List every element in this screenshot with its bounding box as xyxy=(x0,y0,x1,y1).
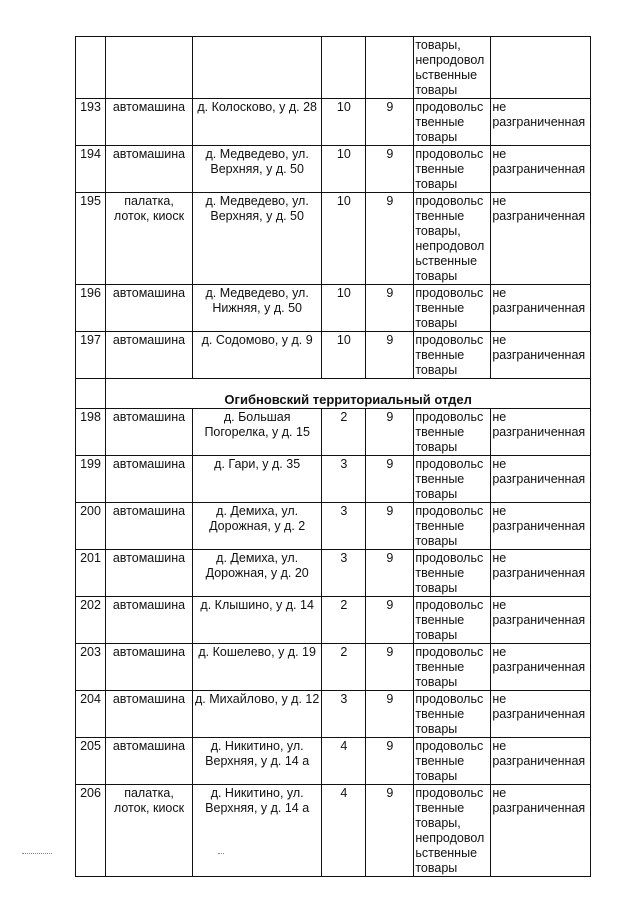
cell-goods-line: непродовол xyxy=(415,831,485,845)
cell-goods-line: продовольс xyxy=(415,410,484,424)
cell-goods-line: товары xyxy=(415,130,458,144)
cell-num: 202 xyxy=(76,597,106,644)
table-row xyxy=(76,332,591,379)
cell-type-line: автомашина xyxy=(112,147,186,161)
cell-address-line: д. Кошелево, у д. 19 xyxy=(198,645,316,659)
cell-goods-line: твенные xyxy=(415,754,465,768)
cell-goods-line: ьственные xyxy=(415,846,478,860)
cell-goods-line: непродовол xyxy=(415,53,485,67)
cell-address-line: Дорожная, у д. 2 xyxy=(209,519,306,533)
cell-address-line: д. Никитино, ул. xyxy=(210,786,304,800)
cell-address-line: д. Гари, у д. 35 xyxy=(214,457,301,471)
cell-type xyxy=(106,503,193,550)
cell-goods xyxy=(414,597,491,644)
table-row xyxy=(76,193,591,285)
cell-count: 3 xyxy=(322,503,366,550)
cell-property xyxy=(491,99,591,146)
scan-artifact-left xyxy=(22,853,52,854)
cell-type xyxy=(106,550,193,597)
table-row-continuation xyxy=(76,37,591,99)
cell-address-line: Верхняя, у д. 50 xyxy=(210,209,304,223)
cell-goods-line: товары xyxy=(415,177,458,191)
cell-goods-line: продовольс xyxy=(415,786,484,800)
cell-address xyxy=(193,285,322,332)
cell-type-line: автомашина xyxy=(112,410,186,424)
cell-property-line: не xyxy=(492,333,507,347)
cell-num: 197 xyxy=(76,332,106,379)
cell-goods-line: товары, xyxy=(415,38,461,52)
cell-type xyxy=(106,193,193,285)
cell-num: 193 xyxy=(76,99,106,146)
cell-term: 9 xyxy=(366,785,414,877)
cell-address-line: д. Медведево, ул. xyxy=(205,194,309,208)
cell-goods-line: товары xyxy=(415,440,458,454)
cell-type xyxy=(106,785,193,877)
cell-address xyxy=(193,193,322,285)
table-row xyxy=(76,409,591,456)
cell-num: 203 xyxy=(76,644,106,691)
cell-count: 4 xyxy=(322,785,366,877)
cell-term xyxy=(366,37,414,99)
cell-goods-line: твенные xyxy=(415,115,465,129)
cell-goods-line: твенные xyxy=(415,209,465,223)
cell-property xyxy=(491,193,591,285)
cell-goods-line: товары, xyxy=(415,816,461,830)
cell-address-line: д. Медведево, ул. xyxy=(205,286,309,300)
cell-type-line: автомашина xyxy=(112,692,186,706)
cell-type-line: автомашина xyxy=(112,739,186,753)
cell-goods-line: продовольс xyxy=(415,286,484,300)
trade-places-table xyxy=(75,36,591,877)
cell-goods xyxy=(414,785,491,877)
cell-type xyxy=(106,691,193,738)
cell-goods-line: товары xyxy=(415,722,458,736)
cell-goods-line: твенные xyxy=(415,425,465,439)
cell-goods xyxy=(414,738,491,785)
table-row xyxy=(76,691,591,738)
cell-property-line: разграниченная xyxy=(492,660,586,674)
cell-goods-line: продовольс xyxy=(415,457,484,471)
table-row xyxy=(76,503,591,550)
cell-property-line: разграниченная xyxy=(492,613,586,627)
cell-count: 2 xyxy=(322,409,366,456)
cell-property xyxy=(491,738,591,785)
cell-property-line: не xyxy=(492,410,507,424)
cell-address-line: Верхняя, у д. 14 а xyxy=(205,754,310,768)
cell-property-line: не xyxy=(492,147,507,161)
cell-property-line: не xyxy=(492,598,507,612)
cell-type-line: автомашина xyxy=(112,457,186,471)
cell-address xyxy=(193,37,322,99)
cell-property xyxy=(491,146,591,193)
cell-goods-line: товары xyxy=(415,83,458,97)
cell-term: 9 xyxy=(366,738,414,785)
cell-property-line: не xyxy=(492,100,507,114)
cell-type-line: автомашина xyxy=(112,504,186,518)
cell-property xyxy=(491,503,591,550)
cell-address-line: д. Клышино, у д. 14 xyxy=(200,598,314,612)
cell-property xyxy=(491,644,591,691)
cell-goods xyxy=(414,550,491,597)
cell-term: 9 xyxy=(366,597,414,644)
table-row xyxy=(76,738,591,785)
cell-count: 4 xyxy=(322,738,366,785)
cell-property-line: разграниченная xyxy=(492,348,586,362)
cell-goods-line: товары xyxy=(415,861,458,875)
cell-goods xyxy=(414,644,491,691)
cell-term: 9 xyxy=(366,503,414,550)
table-row xyxy=(76,785,591,877)
cell-property-line: разграниченная xyxy=(492,566,586,580)
cell-term: 9 xyxy=(366,146,414,193)
cell-goods-line: непродовол xyxy=(415,239,485,253)
cell-goods xyxy=(414,146,491,193)
cell-term: 9 xyxy=(366,193,414,285)
cell-goods-line: твенные xyxy=(415,707,465,721)
cell-goods-line: продовольс xyxy=(415,504,484,518)
cell-goods-line: твенные xyxy=(415,301,465,315)
cell-property-line: разграниченная xyxy=(492,209,586,223)
cell-address xyxy=(193,691,322,738)
cell-type-line: автомашина xyxy=(112,333,186,347)
cell-type xyxy=(106,409,193,456)
table-row xyxy=(76,285,591,332)
cell-type xyxy=(106,37,193,99)
cell-type xyxy=(106,644,193,691)
cell-num: 195 xyxy=(76,193,106,285)
table-row xyxy=(76,99,591,146)
document-page xyxy=(75,36,591,877)
cell-property-line: разграниченная xyxy=(492,519,586,533)
cell-address-line: д. Содомово, у д. 9 xyxy=(201,333,313,347)
cell-goods xyxy=(414,37,491,99)
cell-property-line: не xyxy=(492,551,507,565)
cell-goods-line: продовольс xyxy=(415,100,484,114)
table-body xyxy=(76,37,591,877)
cell-goods-line: товары, xyxy=(415,224,461,238)
cell-address xyxy=(193,503,322,550)
cell-term: 9 xyxy=(366,456,414,503)
cell-term: 9 xyxy=(366,99,414,146)
cell-property xyxy=(491,456,591,503)
cell-goods-line: твенные xyxy=(415,801,465,815)
cell-count: 10 xyxy=(322,99,366,146)
cell-goods-line: продовольс xyxy=(415,333,484,347)
cell-goods-line: твенные xyxy=(415,162,465,176)
cell-property-line: разграниченная xyxy=(492,801,586,815)
cell-property-line: не xyxy=(492,504,507,518)
cell-address-line: д. Демиха, ул. xyxy=(216,551,299,565)
cell-goods xyxy=(414,99,491,146)
cell-type-line: автомашина xyxy=(112,645,186,659)
cell-goods xyxy=(414,456,491,503)
cell-address-line: Нижняя, у д. 50 xyxy=(212,301,302,315)
cell-goods-line: товары xyxy=(415,675,458,689)
cell-goods xyxy=(414,503,491,550)
cell-type xyxy=(106,285,193,332)
cell-property-line: разграниченная xyxy=(492,754,586,768)
cell-goods xyxy=(414,691,491,738)
cell-address xyxy=(193,456,322,503)
cell-type xyxy=(106,456,193,503)
cell-num: 205 xyxy=(76,738,106,785)
cell-property xyxy=(491,597,591,644)
cell-property-line: не xyxy=(492,286,507,300)
cell-goods-line: твенные xyxy=(415,660,465,674)
cell-goods-line: продовольс xyxy=(415,551,484,565)
cell-property xyxy=(491,37,591,99)
table-row xyxy=(76,146,591,193)
cell-property xyxy=(491,285,591,332)
cell-property xyxy=(491,550,591,597)
cell-property-line: не xyxy=(492,645,507,659)
cell-goods-line: товары xyxy=(415,628,458,642)
cell-goods-line: продовольс xyxy=(415,739,484,753)
cell-property-line: не xyxy=(492,194,507,208)
scan-artifact-mid xyxy=(218,853,224,854)
cell-property-line: не xyxy=(492,692,507,706)
cell-count: 10 xyxy=(322,193,366,285)
cell-term: 9 xyxy=(366,332,414,379)
cell-address-line: Верхняя, у д. 14 а xyxy=(205,801,310,815)
cell-goods-line: продовольс xyxy=(415,692,484,706)
cell-address xyxy=(193,550,322,597)
cell-address xyxy=(193,332,322,379)
cell-num: 199 xyxy=(76,456,106,503)
cell-count: 2 xyxy=(322,597,366,644)
cell-count: 10 xyxy=(322,332,366,379)
cell-type xyxy=(106,597,193,644)
cell-num: 200 xyxy=(76,503,106,550)
cell-term: 9 xyxy=(366,409,414,456)
cell-term: 9 xyxy=(366,691,414,738)
cell-num xyxy=(76,37,106,99)
cell-count: 2 xyxy=(322,644,366,691)
cell-goods-line: твенные xyxy=(415,348,465,362)
table-row xyxy=(76,644,591,691)
cell-property-line: разграниченная xyxy=(492,301,586,315)
cell-count: 3 xyxy=(322,691,366,738)
cell-property xyxy=(491,691,591,738)
cell-goods-line: продовольс xyxy=(415,598,484,612)
cell-address-line: Верхняя, у д. 50 xyxy=(210,162,304,176)
cell-num: 194 xyxy=(76,146,106,193)
cell-property-line: не xyxy=(492,786,507,800)
cell-count: 3 xyxy=(322,550,366,597)
cell-num: 198 xyxy=(76,409,106,456)
cell-num: 196 xyxy=(76,285,106,332)
cell-num xyxy=(76,379,106,409)
cell-goods-line: товары xyxy=(415,363,458,377)
cell-address-line: д. Никитино, ул. xyxy=(210,739,304,753)
table-row xyxy=(76,597,591,644)
cell-term: 9 xyxy=(366,285,414,332)
cell-property-line: не xyxy=(492,457,507,471)
cell-num: 206 xyxy=(76,785,106,877)
cell-address xyxy=(193,738,322,785)
cell-address-line: д. Большая xyxy=(223,410,291,424)
table-row xyxy=(76,456,591,503)
cell-type-line: лоток, киоск xyxy=(113,801,185,815)
cell-address-line: д. Медведево, ул. xyxy=(205,147,309,161)
cell-goods-line: ьственные xyxy=(415,254,478,268)
cell-property xyxy=(491,785,591,877)
cell-type xyxy=(106,332,193,379)
cell-count xyxy=(322,37,366,99)
cell-goods xyxy=(414,332,491,379)
cell-address xyxy=(193,597,322,644)
cell-term: 9 xyxy=(366,644,414,691)
cell-goods xyxy=(414,285,491,332)
cell-goods-line: продовольс xyxy=(415,147,484,161)
cell-goods-line: твенные xyxy=(415,613,465,627)
cell-type-line: автомашина xyxy=(112,598,186,612)
cell-goods-line: товары xyxy=(415,769,458,783)
cell-count: 10 xyxy=(322,285,366,332)
cell-type-line: палатка, xyxy=(124,194,174,208)
cell-type-line: лоток, киоск xyxy=(113,209,185,223)
cell-goods-line: товары xyxy=(415,581,458,595)
cell-address-line: Дорожная, у д. 20 xyxy=(205,566,309,580)
cell-address xyxy=(193,409,322,456)
cell-address xyxy=(193,99,322,146)
cell-goods-line: товары xyxy=(415,316,458,330)
table-row xyxy=(76,550,591,597)
cell-goods-line: продовольс xyxy=(415,194,484,208)
cell-type xyxy=(106,146,193,193)
cell-property-line: не xyxy=(492,739,507,753)
cell-num: 204 xyxy=(76,691,106,738)
cell-type-line: автомашина xyxy=(112,286,186,300)
cell-address-line: д. Михайлово, у д. 12 xyxy=(195,692,320,706)
cell-goods-line: товары xyxy=(415,269,458,283)
cell-property-line: разграниченная xyxy=(492,707,586,721)
cell-type-line: палатка, xyxy=(124,786,174,800)
cell-type xyxy=(106,99,193,146)
cell-address-line: д. Демиха, ул. xyxy=(216,504,299,518)
cell-goods-line: продовольс xyxy=(415,645,484,659)
cell-goods-line: товары xyxy=(415,534,458,548)
cell-type-line: автомашина xyxy=(112,551,186,565)
cell-type xyxy=(106,738,193,785)
cell-address-line: д. Колосково, у д. 28 xyxy=(197,100,317,114)
cell-property-line: разграниченная xyxy=(492,425,586,439)
cell-type-line: автомашина xyxy=(112,100,186,114)
cell-goods-line: твенные xyxy=(415,566,465,580)
cell-goods xyxy=(414,409,491,456)
section-title: Огибновский территориальный отдел xyxy=(106,379,591,409)
section-row xyxy=(76,379,591,409)
cell-goods-line: товары xyxy=(415,487,458,501)
cell-address xyxy=(193,785,322,877)
cell-goods xyxy=(414,193,491,285)
cell-property-line: разграниченная xyxy=(492,472,586,486)
cell-property xyxy=(491,332,591,379)
cell-goods-line: твенные xyxy=(415,472,465,486)
cell-property-line: разграниченная xyxy=(492,162,586,176)
cell-goods-line: ьственные xyxy=(415,68,478,82)
cell-property xyxy=(491,409,591,456)
cell-count: 10 xyxy=(322,146,366,193)
cell-address xyxy=(193,644,322,691)
cell-address-line: Погорелка, у д. 15 xyxy=(204,425,310,439)
cell-property-line: разграниченная xyxy=(492,115,586,129)
cell-num: 201 xyxy=(76,550,106,597)
cell-goods-line: твенные xyxy=(415,519,465,533)
cell-address xyxy=(193,146,322,193)
cell-term: 9 xyxy=(366,550,414,597)
cell-count: 3 xyxy=(322,456,366,503)
